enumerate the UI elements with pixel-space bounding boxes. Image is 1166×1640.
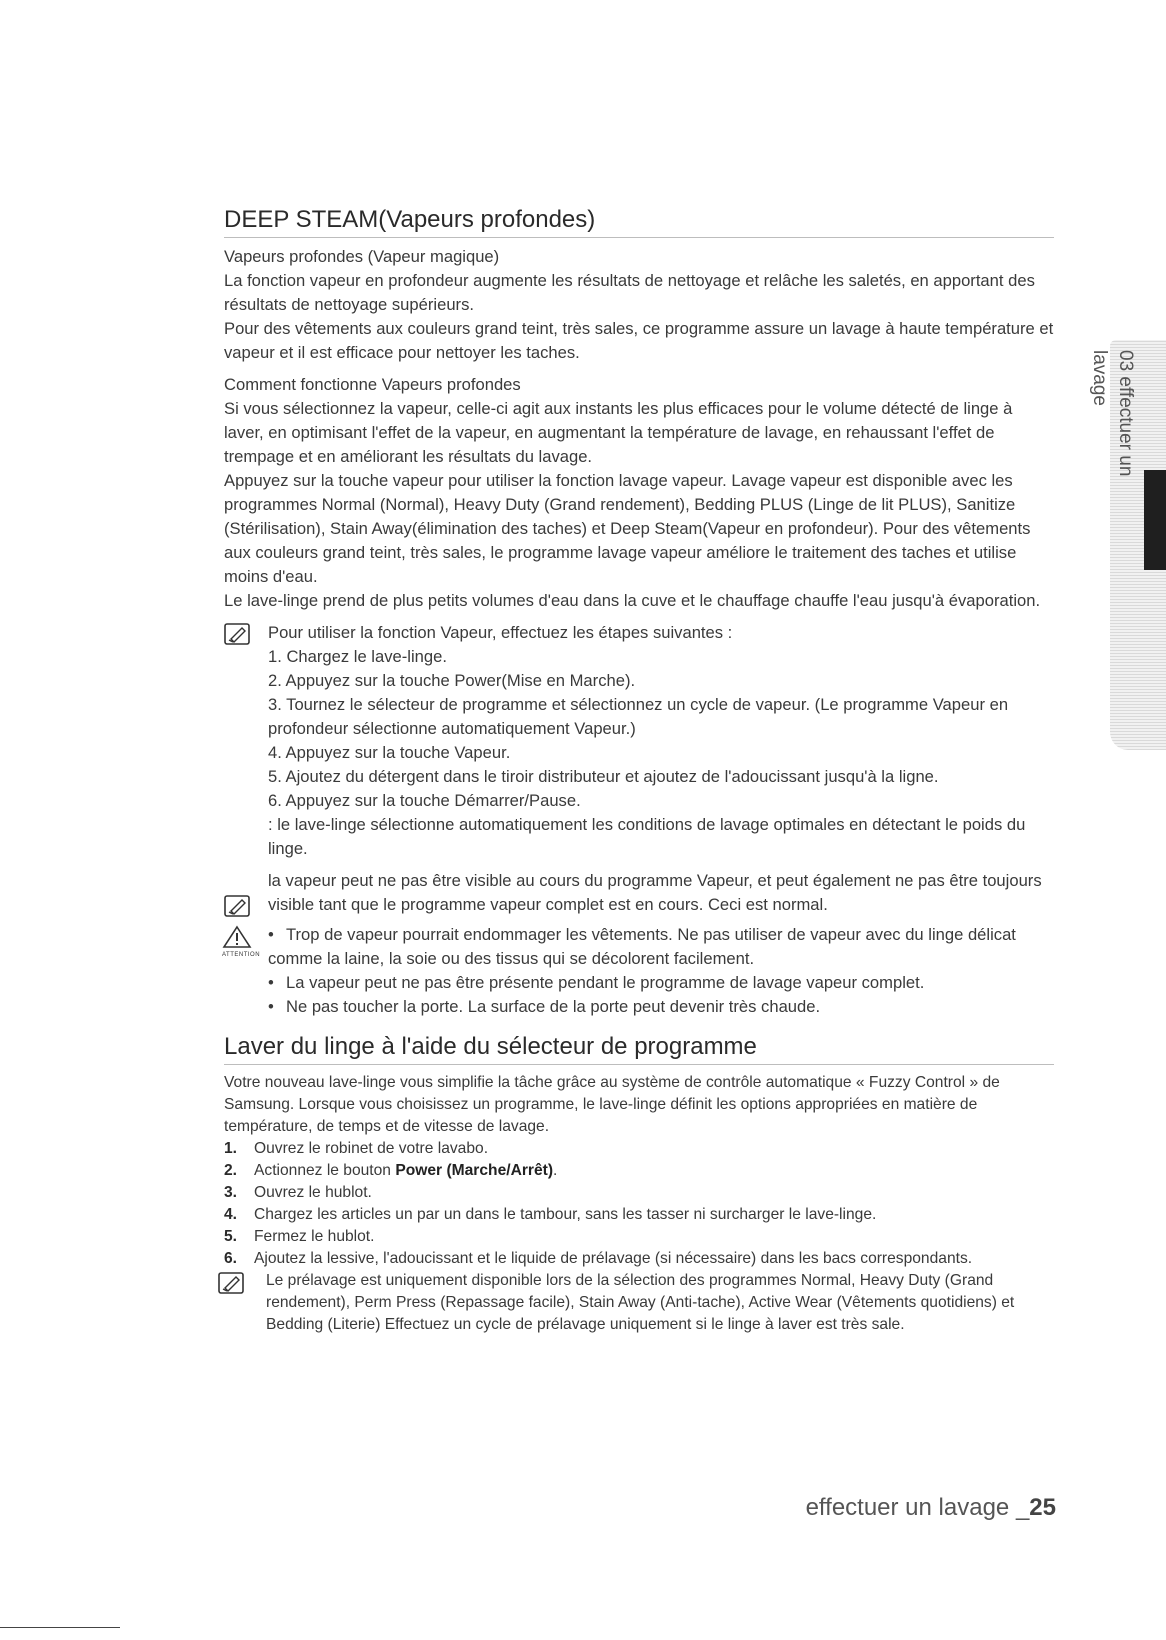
paragraph: Si vous sélectionnez la vapeur, celle-ci agit aux instants les plus efficaces pour le volume détecté de linge à laver, en optimisant l'effet de la vapeur, en augmentant la température de lavage, en rehaussant l'effet de trempage et en améliorant les résultats du lavage. bbox=[224, 399, 1013, 466]
note-block bbox=[224, 1270, 1054, 1336]
chapter-side-label: 03 effectuer un lavage bbox=[1089, 350, 1136, 477]
footer-text: effectuer un lavage _ bbox=[805, 1494, 1030, 1521]
paragraph: La fonction vapeur en profondeur augmente les résultats de nettoyage et relâche les saletés, en apportant des résultats de nettoyage supérieurs. bbox=[224, 271, 1035, 314]
list-item: 3. Tournez le sélecteur de programme et sélectionnez un cycle de vapeur. (Le programme Vapeur en profondeur sélectionne automatiquement Vapeur.) bbox=[268, 695, 1009, 738]
list-item: 5. Ajoutez du détergent dans le tiroir distributeur et ajoutez de l'adoucissant jusqu'à la ligne. bbox=[268, 767, 939, 786]
caution-tag: ATTENTION bbox=[222, 952, 261, 958]
paragraph: Comment fonctionne Vapeurs profondes bbox=[224, 375, 521, 394]
paragraph: Appuyez sur la touche vapeur pour utiliser la fonction lavage vapeur. Lavage vapeur est disponible avec les programmes Normal (Normal), Heavy Duty (Grand rendement), Bedding PLUS (Linge de lit PLUS), Sanitize (Stérilisation), Stain Away(élimination des taches) et Deep Steam(Vapeur en profondeur). Pour des vêtements aux couleurs grand teint, très sales, le programme lavage vapeur améliore le traitement des taches et utilise moins d'eau. bbox=[224, 471, 1031, 586]
note-icon bbox=[218, 1272, 244, 1294]
note-intro: Pour utiliser la fonction Vapeur, effectuez les étapes suivantes : bbox=[268, 623, 733, 642]
paragraph: Le lave-linge prend de plus petits volumes d'eau dans la cuve et le chauffage chauffe l'eau jusqu'à évaporation. bbox=[224, 591, 1041, 610]
page-number: 25 bbox=[1029, 1494, 1056, 1521]
paragraph: Vapeurs profondes (Vapeur magique) bbox=[224, 247, 500, 266]
list-item: • Trop de vapeur pourrait endommager les vêtements. Ne pas utiliser de vapeur avec du linge délicat comme la laine, la soie ou des tissus qui se décolorent facilement. bbox=[268, 925, 1016, 968]
list-item: 2. Appuyez sur la touche Power(Mise en Marche). bbox=[268, 671, 636, 690]
program-selector-section bbox=[224, 1033, 1054, 1336]
deep-steam-section bbox=[224, 206, 1054, 1019]
list-item: 4. Appuyez sur la touche Vapeur. bbox=[268, 743, 511, 762]
list-item: 6. Appuyez sur la touche Démarrer/Pause. bbox=[268, 791, 581, 810]
note-text: Le prélavage est uniquement disponible lors de la sélection des programmes Normal, Heavy Duty (Grand rendement), Perm Press (Repassage facile), Stain Away (Anti-tache), Active Wear (Vêtements quotidiens) et Bedding (Literie) Effectuez un cycle de prélavage uniquement si le linge à laver est très sale. bbox=[266, 1272, 1015, 1333]
section-title: DEEP STEAM(Vapeurs profondes) bbox=[224, 206, 1054, 238]
page-content bbox=[224, 206, 1054, 1336]
list-item: 1. Chargez le lave-linge. bbox=[268, 647, 447, 666]
note-block bbox=[224, 869, 1054, 917]
paragraph: Votre nouveau lave-linge vous simplifie la tâche grâce au système de contrôle automatique « Fuzzy Control » de Samsung. Lorsque vous choisissez un programme, le lave-linge définit les options appropriées en matière de température, de temps et de vitesse de lavage. bbox=[224, 1074, 1000, 1135]
list-item: : le lave-linge sélectionne automatiquement les conditions de lavage optimales en détectant le poids du linge. bbox=[268, 815, 1026, 858]
chapter-side-marker bbox=[1144, 470, 1166, 570]
wash-steps-list bbox=[224, 1138, 1054, 1270]
list-item: • Ne pas toucher la porte. La surface de la porte peut devenir très chaude. bbox=[268, 997, 821, 1016]
list-item: 4. Chargez les articles un par un dans le tambour, sans les tasser ni surcharger le lave-linge. bbox=[224, 1206, 877, 1223]
note-icon bbox=[224, 623, 250, 645]
note-block bbox=[224, 621, 1054, 861]
note-icon bbox=[224, 895, 250, 917]
list-item: 6. Ajoutez la lessive, l'adoucissant et le liquide de prélavage (si nécessaire) dans les bacs correspondants. bbox=[224, 1250, 973, 1267]
steam-steps-list bbox=[268, 645, 1054, 861]
list-item: • La vapeur peut ne pas être présente pendant le programme de lavage vapeur complet. bbox=[268, 973, 925, 992]
section-title: Laver du linge à l'aide du sélecteur de programme bbox=[224, 1033, 1054, 1065]
paragraph: Pour des vêtements aux couleurs grand teint, très sales, ce programme assure un lavage à haute température et vapeur et il est efficace pour nettoyer les taches. bbox=[224, 319, 1054, 362]
caution-block bbox=[224, 923, 1054, 1019]
list-item: 2. Actionnez le bouton Power (Marche/Arrêt). bbox=[224, 1162, 558, 1179]
caution-icon bbox=[222, 925, 261, 958]
note-text: la vapeur peut ne pas être visible au cours du programme Vapeur, et peut également ne pas être toujours visible tant que le programme vapeur complet est en cours. Ceci est normal. bbox=[268, 871, 1042, 914]
list-item: 5. Fermez le hublot. bbox=[224, 1228, 375, 1245]
list-item: 3. Ouvrez le hublot. bbox=[224, 1184, 372, 1201]
divider bbox=[0, 1627, 120, 1628]
page-footer bbox=[806, 1494, 1056, 1522]
list-item: 1. Ouvrez le robinet de votre lavabo. bbox=[224, 1140, 489, 1157]
